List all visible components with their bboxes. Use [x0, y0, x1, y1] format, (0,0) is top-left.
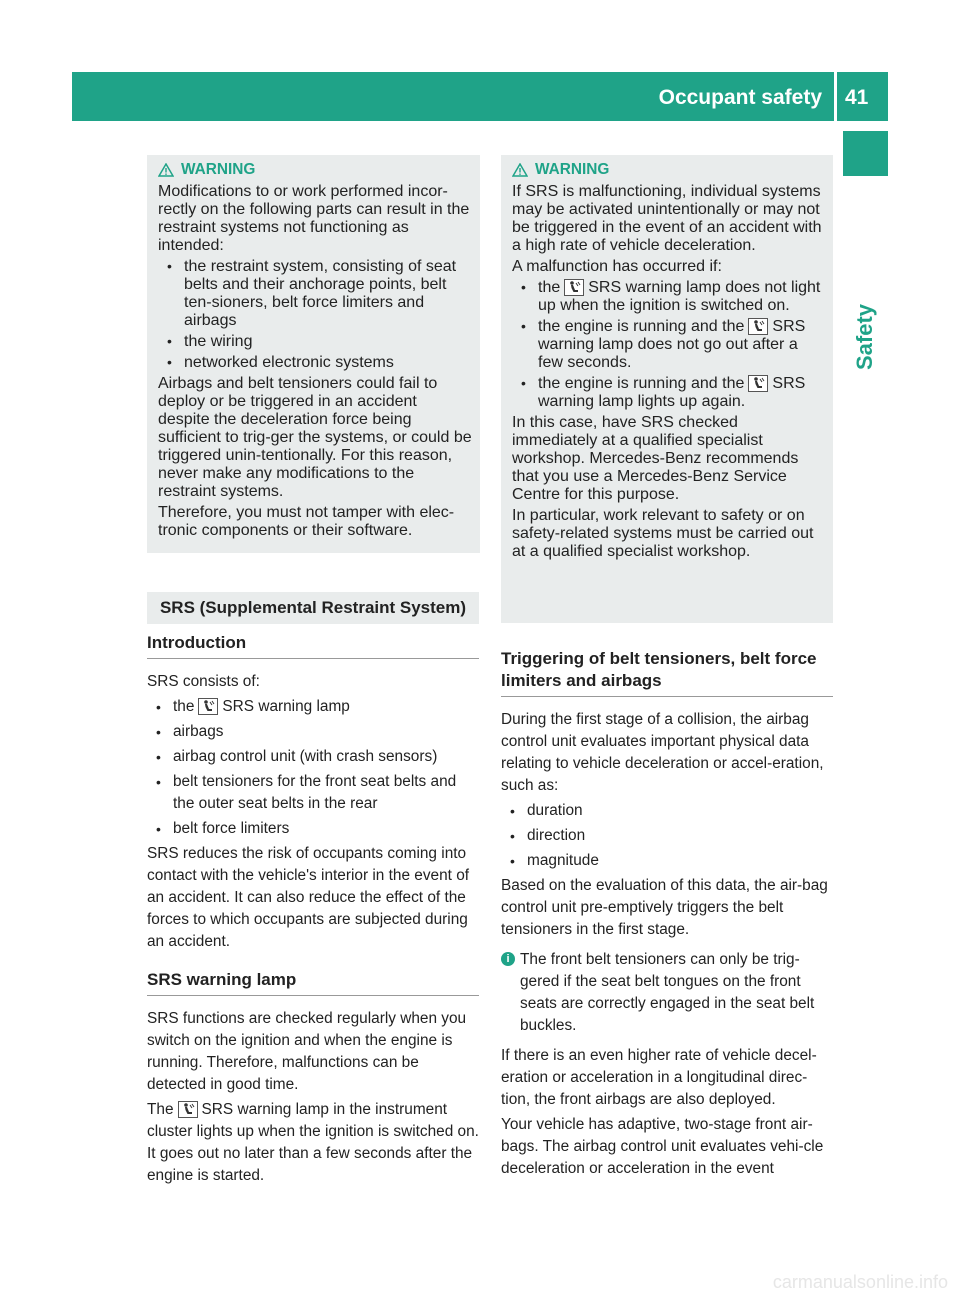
list-item: • direction: [501, 825, 833, 847]
text: SRS warning lamp in the instrument cluster lights up when the ignition is switched on. It goes out no later than a few seconds after the engine is started.: [147, 1101, 479, 1184]
warning-box-right: [501, 155, 833, 623]
warning-text: Airbags and belt tensioners could fail to deploy or be triggered in an accident despite the deceleration force being sufficient to trig-ger the systems, or could be triggered unin-tentionally. For this reason, never make any modifications to the restraint systems.: [158, 375, 472, 500]
list-item: [147, 696, 479, 718]
right-column-body: [501, 648, 833, 1183]
paragraph: Based on the evaluation of this data, the air-bag control unit pre-emptively triggers the belt tensioners in the first stage.: [501, 877, 828, 938]
warning-text: A malfunction has occurred if:: [512, 258, 722, 275]
text: the engine is running and the: [538, 318, 745, 335]
warning-text: Modifications to or work performed incor-rectly on the following parts can result in the restraint systems not functioning as intended:: [158, 183, 470, 254]
text: The: [147, 1101, 174, 1118]
srs-warning-lamp-icon: [748, 375, 768, 392]
list-item: [512, 375, 825, 411]
warning-lamp-heading: SRS warning lamp: [147, 969, 479, 996]
warning-text: Therefore, you must not tamper with elec-tronic components or their software.: [158, 504, 455, 539]
warning-text: In particular, work relevant to safety or on safety-related systems must be carried out at a qualified specialist workshop.: [512, 507, 814, 560]
paragraph: If there is an even higher rate of vehicle decel-eration or acceleration in a longitudinal direc-tion, the front airbags are also deployed.: [501, 1047, 817, 1108]
text: the engine is running and the: [538, 375, 745, 392]
list-item: • airbag control unit (with crash sensors): [147, 746, 479, 768]
paragraph: [147, 1099, 479, 1187]
srs-warning-lamp-icon: [178, 1101, 198, 1118]
footer-watermark: carmanualsonline.info: [772, 1272, 948, 1292]
list-item: • airbags: [147, 721, 479, 743]
info-note: [501, 949, 833, 1037]
text: SRS warning lamp lights up again.: [538, 375, 806, 410]
side-tab: [843, 131, 888, 1171]
warning-text: In this case, have SRS checked immediately at a qualified specialist workshop. Mercedes-Benz recommends that you use a Mercedes-Benz Service Centre for this purpose.: [512, 414, 799, 503]
introduction-heading: Introduction: [147, 632, 479, 659]
page-header: [72, 72, 888, 121]
paragraph: SRS functions are checked regularly when you switch on the ignition and when the engine is running. Therefore, malfunctions can be detected in good time.: [147, 1010, 467, 1093]
warning-heading: [158, 159, 472, 181]
srs-warning-lamp-icon: [748, 318, 768, 335]
warning-heading: [512, 159, 825, 181]
srs-warning-lamp-icon: [198, 698, 218, 715]
paragraph: During the first stage of a collision, the airbag control unit evaluates important physical data relating to vehicle deceleration or accel-eration, such as:: [501, 711, 824, 794]
text: the: [538, 279, 561, 296]
list-item: [512, 318, 825, 372]
section-heading: SRS (Supplemental Restraint System): [147, 592, 479, 624]
warning-text: If SRS is malfunctioning, individual systems may be activated unintentionally or may not be triggered in the event of an accident with a high rate of vehicle deceleration.: [512, 183, 822, 254]
warning-label: WARNING: [535, 161, 610, 178]
side-tab-marker: [843, 131, 888, 176]
warning-box-left: [147, 155, 480, 553]
triggering-heading: Triggering of belt tensioners, belt force limiters and airbags: [501, 648, 833, 697]
paragraph: SRS reduces the risk of occupants coming into contact with the vehicle's interior in the event of an accident. It can also reduce the effect of the forces to which occupants are subjected during an accident.: [147, 845, 470, 950]
info-icon: i: [501, 952, 515, 966]
list-item: • the restraint system, consisting of seat belts and their anchorage points, belt ten-sioners, belt force limiters and airbags: [158, 258, 472, 330]
header-divider: [834, 72, 837, 121]
list-item: • belt tensioners for the front seat belts and the outer seat belts in the rear: [147, 771, 479, 815]
list-item: • duration: [501, 800, 833, 822]
list-item: • belt force limiters: [147, 818, 479, 840]
list-item: • the wiring: [158, 333, 472, 351]
text: SRS warning lamp does not light up when the ignition is switched on.: [538, 279, 821, 314]
text: the: [173, 698, 195, 715]
warning-label: WARNING: [181, 161, 256, 178]
paragraph: Your vehicle has adaptive, two-stage front air-bags. The airbag control unit evaluates vehi-cle deceleration or acceleration in the event: [501, 1116, 824, 1177]
warning-triangle-icon: [512, 163, 528, 177]
list-item: • magnitude: [501, 850, 833, 872]
text: SRS warning lamp: [222, 698, 350, 715]
warning-triangle-icon: [158, 163, 174, 177]
page-number: 41: [845, 86, 869, 109]
srs-warning-lamp-icon: [564, 279, 584, 296]
paragraph: SRS consists of:: [147, 673, 260, 690]
list-item: • networked electronic systems: [158, 354, 472, 372]
left-column-body: [147, 592, 479, 1190]
list-item: [512, 279, 825, 315]
side-tab-label: Safety: [852, 303, 877, 371]
text: SRS warning lamp does not go out after a few seconds.: [538, 318, 806, 371]
header-title: Occupant safety: [658, 86, 822, 109]
info-text: The front belt tensioners can only be trig-gered if the seat belt tongues on the front seats are correctly engaged in the seat belt buckles.: [520, 951, 815, 1034]
